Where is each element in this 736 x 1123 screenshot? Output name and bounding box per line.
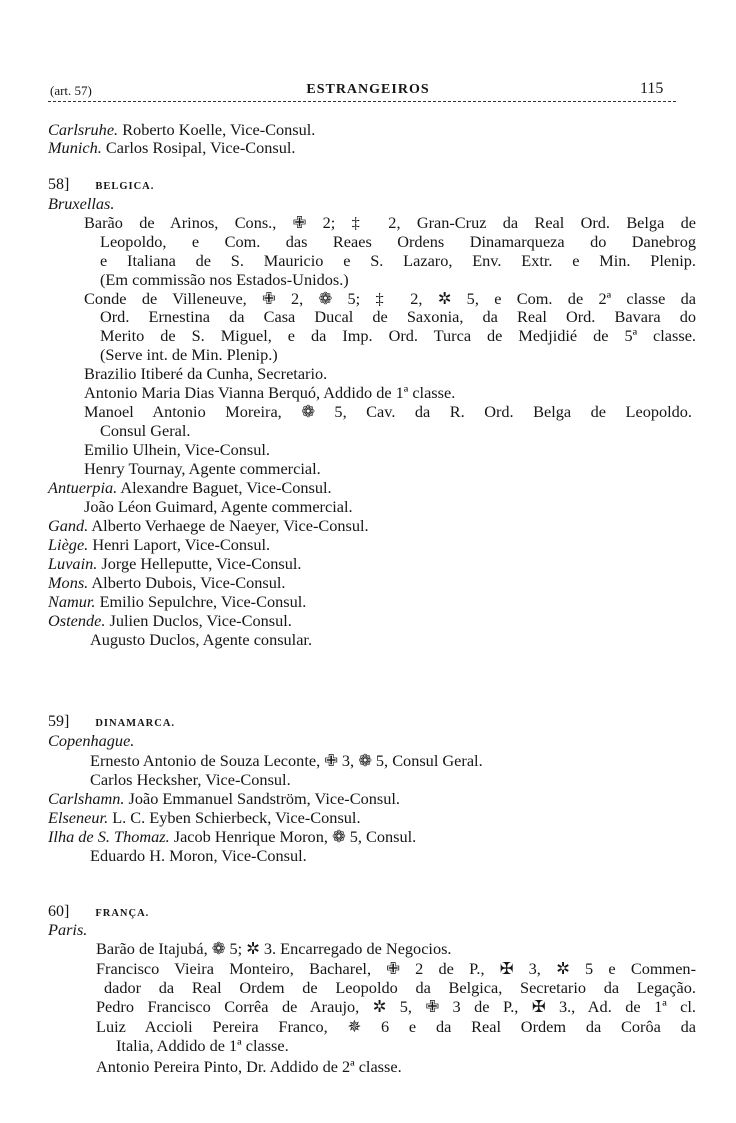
entry-text: Italia, Addido de 1ª classe. xyxy=(116,1036,289,1055)
section-heading xyxy=(48,713,175,733)
entry-text: Antonio Maria Dias Vianna Berquó, Addido de 1ª classe. xyxy=(84,383,456,402)
entry-line xyxy=(84,498,353,516)
entry-text: Manoel Antonio Moreira, ❁ 5, Cav. da R. Ord. Belga de Leopoldo. xyxy=(84,402,692,421)
place-name: Mons. xyxy=(48,573,89,592)
entry-text: Pedro Francisco Corrêa de Araujo, ✲ 5, ✙ 3 de P., ✠ 3., Ad. de 1ª cl. xyxy=(96,997,696,1016)
section-country: DINAMARCA. xyxy=(95,718,176,729)
entry-text: João Emmanuel Sandström, Vice-Consul. xyxy=(124,789,400,808)
entry-text: Jorge Helleputte, Vice-Consul. xyxy=(97,554,302,573)
place-name: Munich. xyxy=(48,138,102,157)
entry-text: Eduardo H. Moron, Vice-Consul. xyxy=(90,846,307,865)
entry-text: Leopoldo, e Com. das Reaes Ordens Dinamarqueza do Danebrog xyxy=(100,232,696,251)
entry-text: L. C. Eyben Schierbeck, Vice-Consul. xyxy=(108,808,361,827)
entry-text: Alberto Verhaege de Naeyer, Vice-Consul. xyxy=(88,516,369,535)
entry-line xyxy=(48,612,292,630)
entry-line xyxy=(90,847,307,865)
entry-text: Barão de Arinos, Cons., ✙ 2; ‡ 2, Gran-Cruz da Real Ord. Belga de xyxy=(84,213,696,232)
entry-text: (Serve int. de Min. Plenip.) xyxy=(100,345,278,364)
section-country: FRANÇA. xyxy=(95,908,150,919)
entry-text: Henry Tournay, Agente commercial. xyxy=(84,459,321,478)
entry-line xyxy=(48,139,295,157)
entry-line xyxy=(84,290,696,308)
entry-line xyxy=(100,308,696,326)
entry-line xyxy=(48,479,332,497)
entry-text: Julien Duclos, Vice-Consul. xyxy=(105,611,292,630)
page-title: ESTRANGEIROS xyxy=(306,82,430,97)
entry-text: João Léon Guimard, Agente commercial. xyxy=(84,497,353,516)
entry-text: Jacob Henrique Moron, ❁ 5, Consul. xyxy=(169,827,417,846)
entry-line xyxy=(96,1018,696,1036)
entry-line xyxy=(48,593,306,611)
entry-line xyxy=(96,998,696,1016)
entry-text: Emilio Sepulchre, Vice-Consul. xyxy=(95,592,307,611)
page-number: 115 xyxy=(640,80,664,97)
section-number: 58] xyxy=(48,176,70,193)
entry-line xyxy=(100,327,696,345)
entry-text: Carlos Rosipal, Vice-Consul. xyxy=(101,138,296,157)
place-name: Elseneur. xyxy=(48,808,109,827)
entry-line xyxy=(116,1037,289,1055)
entry-text: Roberto Koelle, Vice-Consul. xyxy=(118,120,316,139)
entry-line xyxy=(48,809,361,827)
entry-line xyxy=(96,1058,402,1076)
section-number: 59] xyxy=(48,713,70,730)
entry-line xyxy=(48,195,114,213)
entry-text: dador da Real Ordem de Leopoldo da Belgica, Secretario da Legação. xyxy=(104,978,696,997)
section-heading xyxy=(48,176,154,196)
entry-text: Augusto Duclos, Agente consular. xyxy=(90,630,313,649)
place-name: Copenhague. xyxy=(48,731,135,750)
entry-line xyxy=(48,790,400,808)
entry-text: Barão de Itajubá, ❁ 5; ✲ 3. Encarregado de Negocios. xyxy=(96,939,452,958)
entry-line xyxy=(84,365,327,383)
article-reference: (art. 57) xyxy=(50,83,92,98)
entry-text: Alberto Dubois, Vice-Consul. xyxy=(88,573,286,592)
entry-text: Luiz Accioli Pereira Franco, ✵ 6 e da Real Ordem da Corôa da xyxy=(96,1017,696,1036)
entry-line xyxy=(100,346,278,364)
entry-text: Brazilio Itiberé da Cunha, Secretario. xyxy=(84,364,328,383)
entry-line xyxy=(90,631,312,649)
entry-line xyxy=(100,233,696,251)
entry-line xyxy=(48,732,134,750)
place-name: Gand. xyxy=(48,516,89,535)
entry-line xyxy=(96,940,452,958)
header-rule xyxy=(48,101,676,102)
entry-line xyxy=(48,121,315,139)
entry-line xyxy=(90,752,483,770)
entry-text: Antonio Pereira Pinto, Dr. Addido de 2ª classe. xyxy=(96,1057,402,1076)
entry-line xyxy=(84,403,692,421)
entry-text: Henri Laport, Vice-Consul. xyxy=(88,535,271,554)
entry-text: e Italiana de S. Mauricio e S. Lazaro, Env. Extr. e Min. Plenip. xyxy=(100,251,696,270)
entry-line xyxy=(100,252,696,270)
place-name: Carlsruhe. xyxy=(48,120,119,139)
place-name: Liège. xyxy=(48,535,89,554)
entry-line xyxy=(48,536,270,554)
entry-line xyxy=(96,960,696,978)
section-country: BELGICA. xyxy=(95,181,155,192)
entry-line xyxy=(104,979,696,997)
place-name: Ilha de S. Thomaz. xyxy=(48,827,170,846)
entry-line xyxy=(48,921,87,939)
place-name: Carlshamn. xyxy=(48,789,125,808)
entry-text: Emilio Ulhein, Vice-Consul. xyxy=(84,440,270,459)
entry-line xyxy=(48,574,286,592)
entry-line xyxy=(100,271,349,289)
place-name: Bruxellas. xyxy=(48,194,115,213)
entry-text: Alexandre Baguet, Vice-Consul. xyxy=(117,478,332,497)
entry-line xyxy=(84,384,455,402)
entry-text: Conde de Villeneuve, ✙ 2, ❁ 5; ‡ 2, ✲ 5, e Com. de 2ª classe da xyxy=(84,289,696,308)
entry-line xyxy=(84,460,321,478)
entry-line xyxy=(100,422,190,440)
place-name: Paris. xyxy=(48,920,88,939)
place-name: Luvain. xyxy=(48,554,98,573)
entry-line xyxy=(48,555,301,573)
entry-text: (Em commissão nos Estados-Unidos.) xyxy=(100,270,349,289)
place-name: Antuerpia. xyxy=(48,478,118,497)
entry-text: Francisco Vieira Monteiro, Bacharel, ✙ 2 de P., ✠ 3, ✲ 5 e Commen- xyxy=(96,959,696,978)
place-name: Namur. xyxy=(48,592,96,611)
entry-line xyxy=(84,214,696,232)
entry-text: Ernesto Antonio de Souza Leconte, ✙ 3, ❁ 5, Consul Geral. xyxy=(90,751,483,770)
entry-text: Consul Geral. xyxy=(100,421,191,440)
entry-line xyxy=(48,517,369,535)
entry-line xyxy=(48,828,416,846)
entry-line xyxy=(90,771,291,789)
entry-text: Ord. Ernestina da Casa Ducal de Saxonia, da Real Ord. Bavara do xyxy=(100,307,696,326)
entry-text: Merito de S. Miguel, e da Imp. Ord. Turca de Medjidié de 5ª classe. xyxy=(100,326,696,345)
section-number: 60] xyxy=(48,903,70,920)
entry-text: Carlos Hecksher, Vice-Consul. xyxy=(90,770,291,789)
entry-line xyxy=(84,441,270,459)
place-name: Ostende. xyxy=(48,611,106,630)
